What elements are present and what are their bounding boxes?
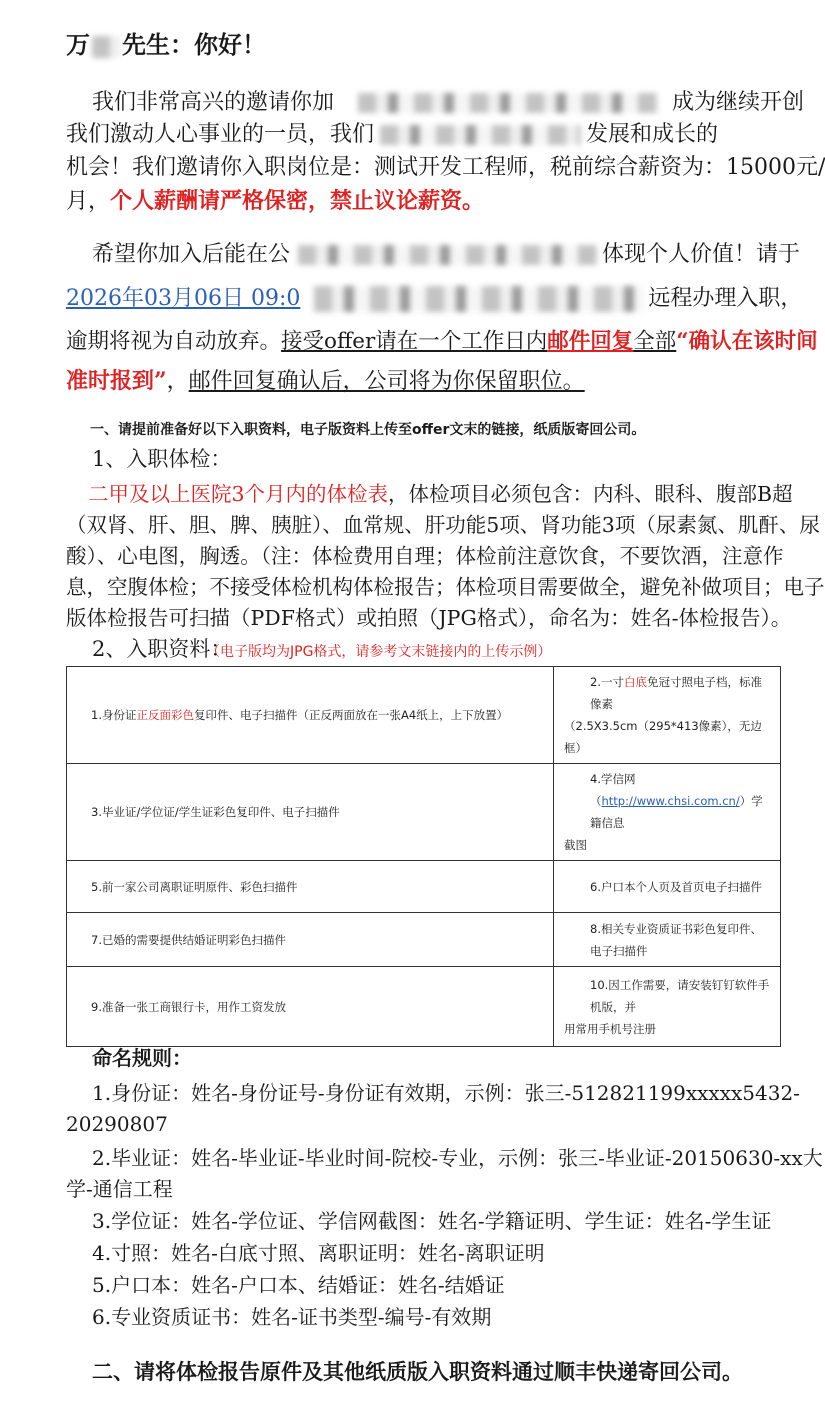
exam-title: 1、入职体检：	[92, 447, 232, 471]
hope-line-4	[66, 366, 585, 397]
redacted-text	[298, 245, 598, 265]
greeting-suffix: 先生：你好！	[122, 30, 266, 59]
on-time-report-text: 准时报到”	[66, 368, 167, 394]
naming-rules-title: 命名规则：	[92, 1046, 192, 1070]
accept-offer-text: 接受offer请在一个工作日内	[281, 329, 548, 354]
naming-rule-2-cont: 学-通信工程	[66, 1177, 173, 1201]
table-cell	[554, 967, 781, 1047]
naming-rule-6: 6.专业资质证书：姓名-证书类型-编号-有效期	[92, 1305, 492, 1329]
naming-rule-1: 1.身份证：姓名-身份证号-身份证有效期，示例：张三-512821199xxxxx5432-	[92, 1081, 800, 1105]
section-1-heading: 一、请提前准备好以下入职资料，电子版资料上传至offer文末的链接，纸质版寄回公司。	[90, 422, 646, 438]
hope-text: 希望你加入后能在公	[92, 242, 291, 267]
intro-text: 我们非常高兴的邀请你加	[92, 90, 335, 115]
table-cell: 5.前一家公司离职证明原件、彩色扫描件	[67, 861, 554, 913]
cell-text: 复印件、电子扫描件（正反两面放在一张A4纸上，上下放置）	[193, 708, 509, 722]
table-cell	[554, 667, 781, 764]
table-row	[67, 967, 781, 1047]
table-cell: 8.相关专业资质证书彩色复印件、电子扫描件	[554, 913, 781, 967]
cell-text: 免冠寸照电子档，标准像素	[590, 675, 762, 711]
table-cell: 3.毕业证/学位证/学生证彩色复印件、电子扫描件	[67, 764, 554, 861]
comma: ，	[166, 369, 189, 394]
naming-rule-5: 5.户口本：姓名-户口本、结婚证：姓名-结婚证	[92, 1273, 505, 1297]
greeting-surname: 万	[66, 30, 90, 59]
exam-text: ，体检项目必须包含：内科、眼科、腹部B超	[388, 482, 793, 506]
section-2-heading: 二、请将体检报告原件及其他纸质版入职资料通过顺丰快递寄回公司。	[92, 1360, 743, 1384]
table-row	[67, 764, 781, 861]
naming-rule-1-cont: 20290807	[66, 1112, 168, 1136]
hope-line-3	[66, 327, 818, 357]
naming-rule-3: 3.学位证：姓名-学位证、学信网截图：姓名-学籍证明、学生证：姓名-学生证	[92, 1209, 772, 1233]
table-row	[67, 667, 781, 764]
hospital-requirement: 二甲及以上医院3个月内的体检表	[88, 482, 389, 506]
cell-text: 用常用手机号注册	[564, 1021, 656, 1036]
cell-text: 2.一寸	[590, 675, 624, 689]
table-cell: 9.准备一张工商银行卡，用作工资发放	[67, 967, 554, 1047]
chsi-link[interactable]: http://www.chsi.com.cn/	[601, 794, 740, 808]
table-row	[67, 913, 781, 967]
intro-line-2	[66, 120, 718, 150]
hope-text: 逾期将视为自动放弃。	[66, 329, 282, 354]
table-cell: 6.户口本个人页及首页电子扫描件	[554, 861, 781, 913]
intro-text: 发展和成长的	[586, 122, 719, 147]
confirm-time-text: “确认在该时间	[676, 329, 818, 354]
naming-rule-4: 4.寸照：姓名-白底寸照、离职证明：姓名-离职证明	[92, 1241, 545, 1265]
hope-text: 远程办理入职，	[648, 286, 803, 311]
confidentiality-warning: 个人薪酬请严格保密，禁止议论薪资。	[110, 188, 485, 214]
exam-line-1	[88, 479, 793, 509]
table-cell: 7.已婚的需要提供结婚证明彩色扫描件	[67, 913, 554, 967]
redacted-company	[358, 93, 658, 113]
email-reply-text: 邮件回复	[547, 329, 634, 354]
cell-text: （2.5X3.5cm（295*413像素），无边框）	[564, 719, 762, 755]
intro-line-3	[66, 153, 825, 183]
position-salary-text: 机会！我们邀请你入职岗位是：测试开发工程师，税前综合薪资为：15000元/	[66, 155, 825, 180]
redacted-text	[380, 125, 580, 145]
reserve-position-text: 邮件回复确认后，公司将为你保留职位。	[188, 369, 585, 394]
onboarding-date-link[interactable]: 2026年03月06日 09:0	[66, 286, 301, 311]
cell-text: 4.学信网（	[590, 772, 636, 808]
exam-line-5: 版体检报告可扫描（PDF格式）或拍照（JPG格式），命名为：姓名-体检报告）。	[66, 606, 792, 630]
materials-note: （电子版均为JPG格式，请参考文末链接内的上传示例）	[206, 644, 552, 660]
materials-title: 2、入职资料：	[92, 637, 232, 661]
cell-text-highlight: 白底	[623, 675, 647, 689]
intro-text: 我们激动人心事业的一员，我们	[66, 122, 375, 147]
table-cell	[67, 667, 554, 764]
hope-text: 体现个人价值！请于	[602, 242, 801, 267]
cell-text: ）学籍信息	[590, 794, 763, 830]
table-row	[67, 861, 781, 913]
cell-text-highlight: 正反面彩色	[136, 708, 194, 722]
naming-rule-2: 2.毕业证：姓名-毕业证-毕业时间-院校-专业，示例：张三-毕业证-20150630-xx大	[92, 1146, 823, 1170]
greeting	[66, 30, 266, 60]
redacted-address	[314, 286, 644, 312]
intro-text: 月，	[66, 189, 111, 214]
exam-line-3: 酸）、心电图，胸透。（注：体检费用自理；体检前注意饮食，不要饮酒，注意作	[66, 544, 784, 568]
table-cell	[554, 764, 781, 861]
exam-line-2: （双肾、肝、胆、脾、胰脏）、血常规、肝功能5项、肾功能3项（尿素氮、肌酐、尿	[66, 513, 820, 537]
intro-text: 成为继续开创	[672, 90, 805, 115]
all-text: 全部	[633, 329, 677, 354]
redacted-name	[92, 36, 120, 58]
exam-line-4: 息，空腹体检；不接受体检机构体检报告；体检项目需要做全，避免补做项目；电子	[66, 575, 825, 599]
hope-line-1	[92, 240, 800, 270]
cell-text: 截图	[564, 838, 587, 852]
intro-line-4	[66, 186, 484, 217]
cell-text: 1.身份证	[91, 708, 137, 722]
intro-line-1	[92, 88, 804, 118]
cell-text: 10.因工作需要，请安装钉钉软件手机版，并	[590, 977, 770, 1014]
materials-table	[66, 666, 781, 1047]
hope-line-2	[66, 284, 802, 314]
